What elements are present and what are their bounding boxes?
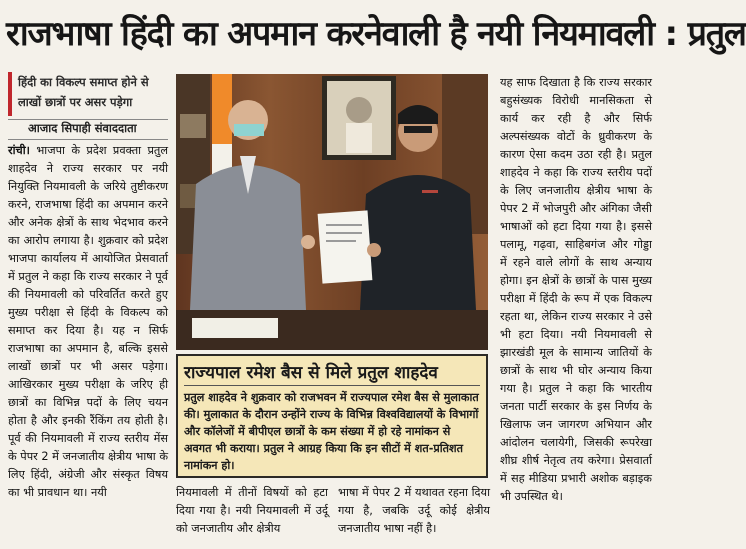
caption-title: राज्यपाल रमेश बैस से मिले प्रतुल शाहदेव <box>184 360 480 386</box>
middle-column-2-text: भाषा में पेपर 2 में यथावत रहना दिया गया है, जबकि उर्दू कोई क्षेत्रीय जनजातीय भाषा नहीं है। <box>338 486 490 535</box>
deck-divider <box>8 119 168 120</box>
byline-divider <box>8 139 168 140</box>
middle-column-2 <box>338 484 490 546</box>
middle-column-1-text: नियमावली में तीनों विषयों को हटा दिया गया है। नयी नियमावली में उर्दू को जनजातीय और क्षेत्रीय <box>176 486 328 535</box>
caption-box <box>176 354 488 478</box>
headline: राजभाषा हिंदी का अपमान करनेवाली है नयी नियमावली : प्रतुल <box>6 14 746 54</box>
caption-body: प्रतुल शाहदेव ने शुक्रवार को राजभवन में राज्यपाल रमेश बैस से मुलाकात की। मुलाकात के दौरान उन्होंने राज्य के विभिन्न विश्वविद्यालयों के विभागों और कॉलेजों में बीपीएल छात्रों के कम संख्या में हो रहे नामांकन से अवगत भी कराया। प्रतुल ने आग्रह किया कि इन सीटों में शत-प्रतिशत नामांकन हो। <box>184 391 479 472</box>
left-column-body: भाजपा के प्रदेश प्रवक्ता प्रतुल शाहदेव ने राज्य सरकार पर नयी नियुक्ति नियमावली के जरिये तुष्टीकरण करने, राजभाषा हिंदी का अपमान करने और अनेक क्षेत्रों के साथ भेदभाव करने का आरोप लगाया है। शुक्रवार को प्रदेश भाजपा कार्यालय में आयोजित प्रेसवार्ता में प्रतुल ने कहा कि राज्य सरकार ने पूर्व की नियमावली को परिवर्तित करते हुए मुख्य परीक्षा से हिंदी के विकल्प को समाप्त कर दिया है। यह न सिर्फ राजभाषा का अपमान है, बल्कि इससे लाखों छात्रों पर भी असर पड़ेगा। आखिरकार मुख्य परीक्षा के जरिए ही छात्रों का विभिन्न पदों के लिए चयन होता है और इनकी रैंकिंग तय होती है। पूर्व की नियमावली में राज्य स्तरीय मेंस के पेपर 2 में जनजातीय क्षेत्रीय भाषा के लिए हिंदी, अंग्रेजी और संस्कृत विषय का भी प्रावधान था। नयी <box>8 144 168 499</box>
byline: आजाद सिपाही संवाददाता <box>28 121 137 135</box>
dateline: रांची। <box>8 144 30 157</box>
photo-illustration <box>176 74 488 350</box>
right-column-body: यह साफ दिखाता है कि राज्य सरकार बहुसंख्यक विरोधी मानसिकता से कार्य कर रही है और सिर्फ अल्पसंख्यक वोटों के ध्रुवीकरण के कारण ऐसा कदम उठा रही है। प्रतुल शाहदेव ने कहा कि राज्य स्तरीय पदों के लिए जनजातीय क्षेत्रीय भाषा के पेपर 2 में भोजपुरी और अंगिका जैसी भाषाओं को हटा दिया गया है। इससे पलामू, गढ़वा, साहिबगंज और गोड्डा में रहने वाले लोगों के साथ अन्याय होगा। इन क्षेत्रों के छात्रों के पास मुख्य परीक्षा में हिंदी के रूप में एक विकल्प रहता था, लेकिन राज्य सरकार ने उसे भी हटा दिया। नयी नियमावली से झारखंडी मूल के सामान्य जातियों के छात्रों के साथ भी घोर अन्याय किया गया है। प्रतुल ने कहा कि भारतीय जनता पार्टी सरकार के इस निर्णय के खिलाफ जन जागरण अभियान और आंदोलन चलायेगी, जिसकी रूपरेखा शीघ्र शीर्ष नेतृत्व तय करेगा। प्रेसवार्ता में सह मीडिया प्रभारी अशोक बड़ाइक भी उपस्थित थे। <box>500 76 652 503</box>
news-photo <box>176 74 488 350</box>
middle-column-1 <box>176 484 328 546</box>
right-column-text <box>500 74 652 546</box>
sub-deck: हिंदी का विकल्प समाप्त होने से लाखों छात्रों पर असर पड़ेगा <box>8 72 168 116</box>
left-column-text <box>8 142 168 546</box>
